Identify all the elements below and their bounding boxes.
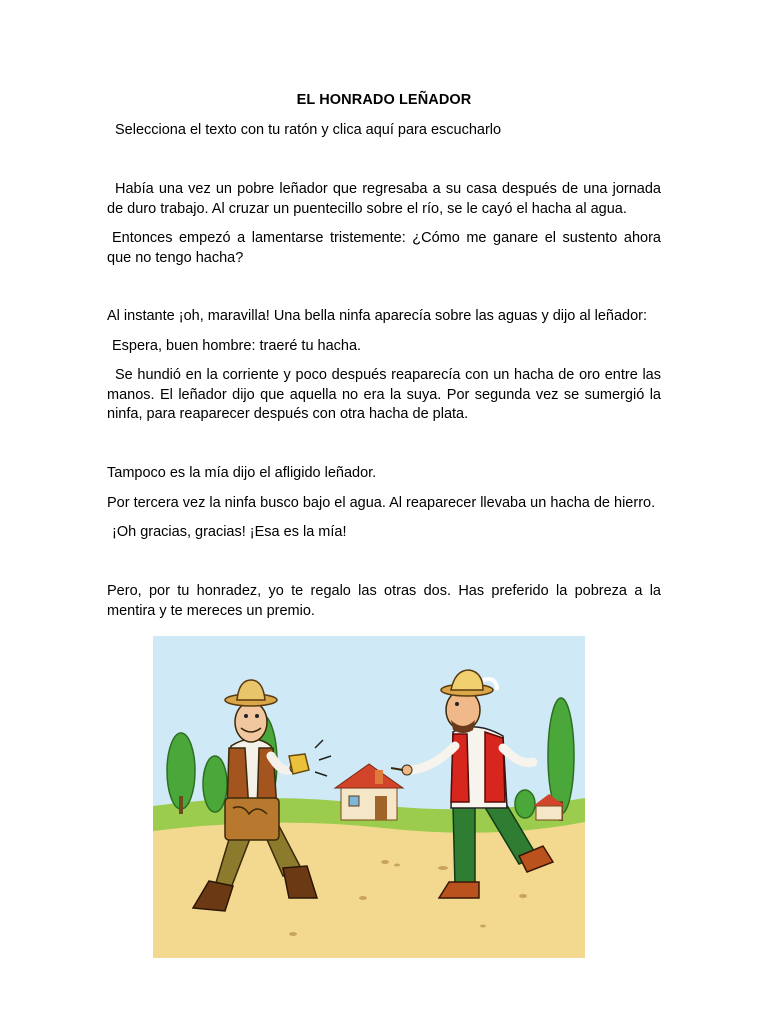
paragraph-4: Espera, buen hombre: traeré tu hacha. [112,338,362,354]
paragraph-1: Había una vez un pobre leñador que regresaba a su casa después de una jornada de duro trabajo. Al cruzar un puentecillo sobre el río, se le cayó el hacha al agua. [107,181,661,217]
story-title: EL HONRADO LEÑADOR [296,92,472,108]
woodcutter-illustration [153,636,585,958]
paragraph-9: Pero, por tu honradez, yo te regalo las otras dos. Has preferido la pobreza a la mentira y te mereces un premio. [107,583,661,619]
paragraph-8: ¡Oh gracias, gracias! ¡Esa es la mía! [112,524,347,540]
paragraph-2: Entonces empezó a lamentarse tristemente: ¿Cómo me ganare el sustento ahora que no tengo hacha? [107,230,661,266]
paragraph-5: Se hundió en la corriente y poco después reaparecía con un hacha de oro entre las manos. El leñador dijo que aquella no era la suya. Por segunda vez se sumergió la ninfa, para reaparecer después con otra hacha de plata. [107,367,661,422]
audio-instruction[interactable]: Selecciona el texto con tu ratón y clica aquí para escucharlo [115,122,502,138]
paragraph-3: Al instante ¡oh, maravilla! Una bella ninfa aparecía sobre las aguas y dijo al leñador: [107,308,648,324]
paragraph-6: Tampoco es la mía dijo el afligido leñador. [107,465,377,481]
paragraph-7: Por tercera vez la ninfa busco bajo el agua. Al reaparecer llevaba un hacha de hierro. [107,495,656,511]
